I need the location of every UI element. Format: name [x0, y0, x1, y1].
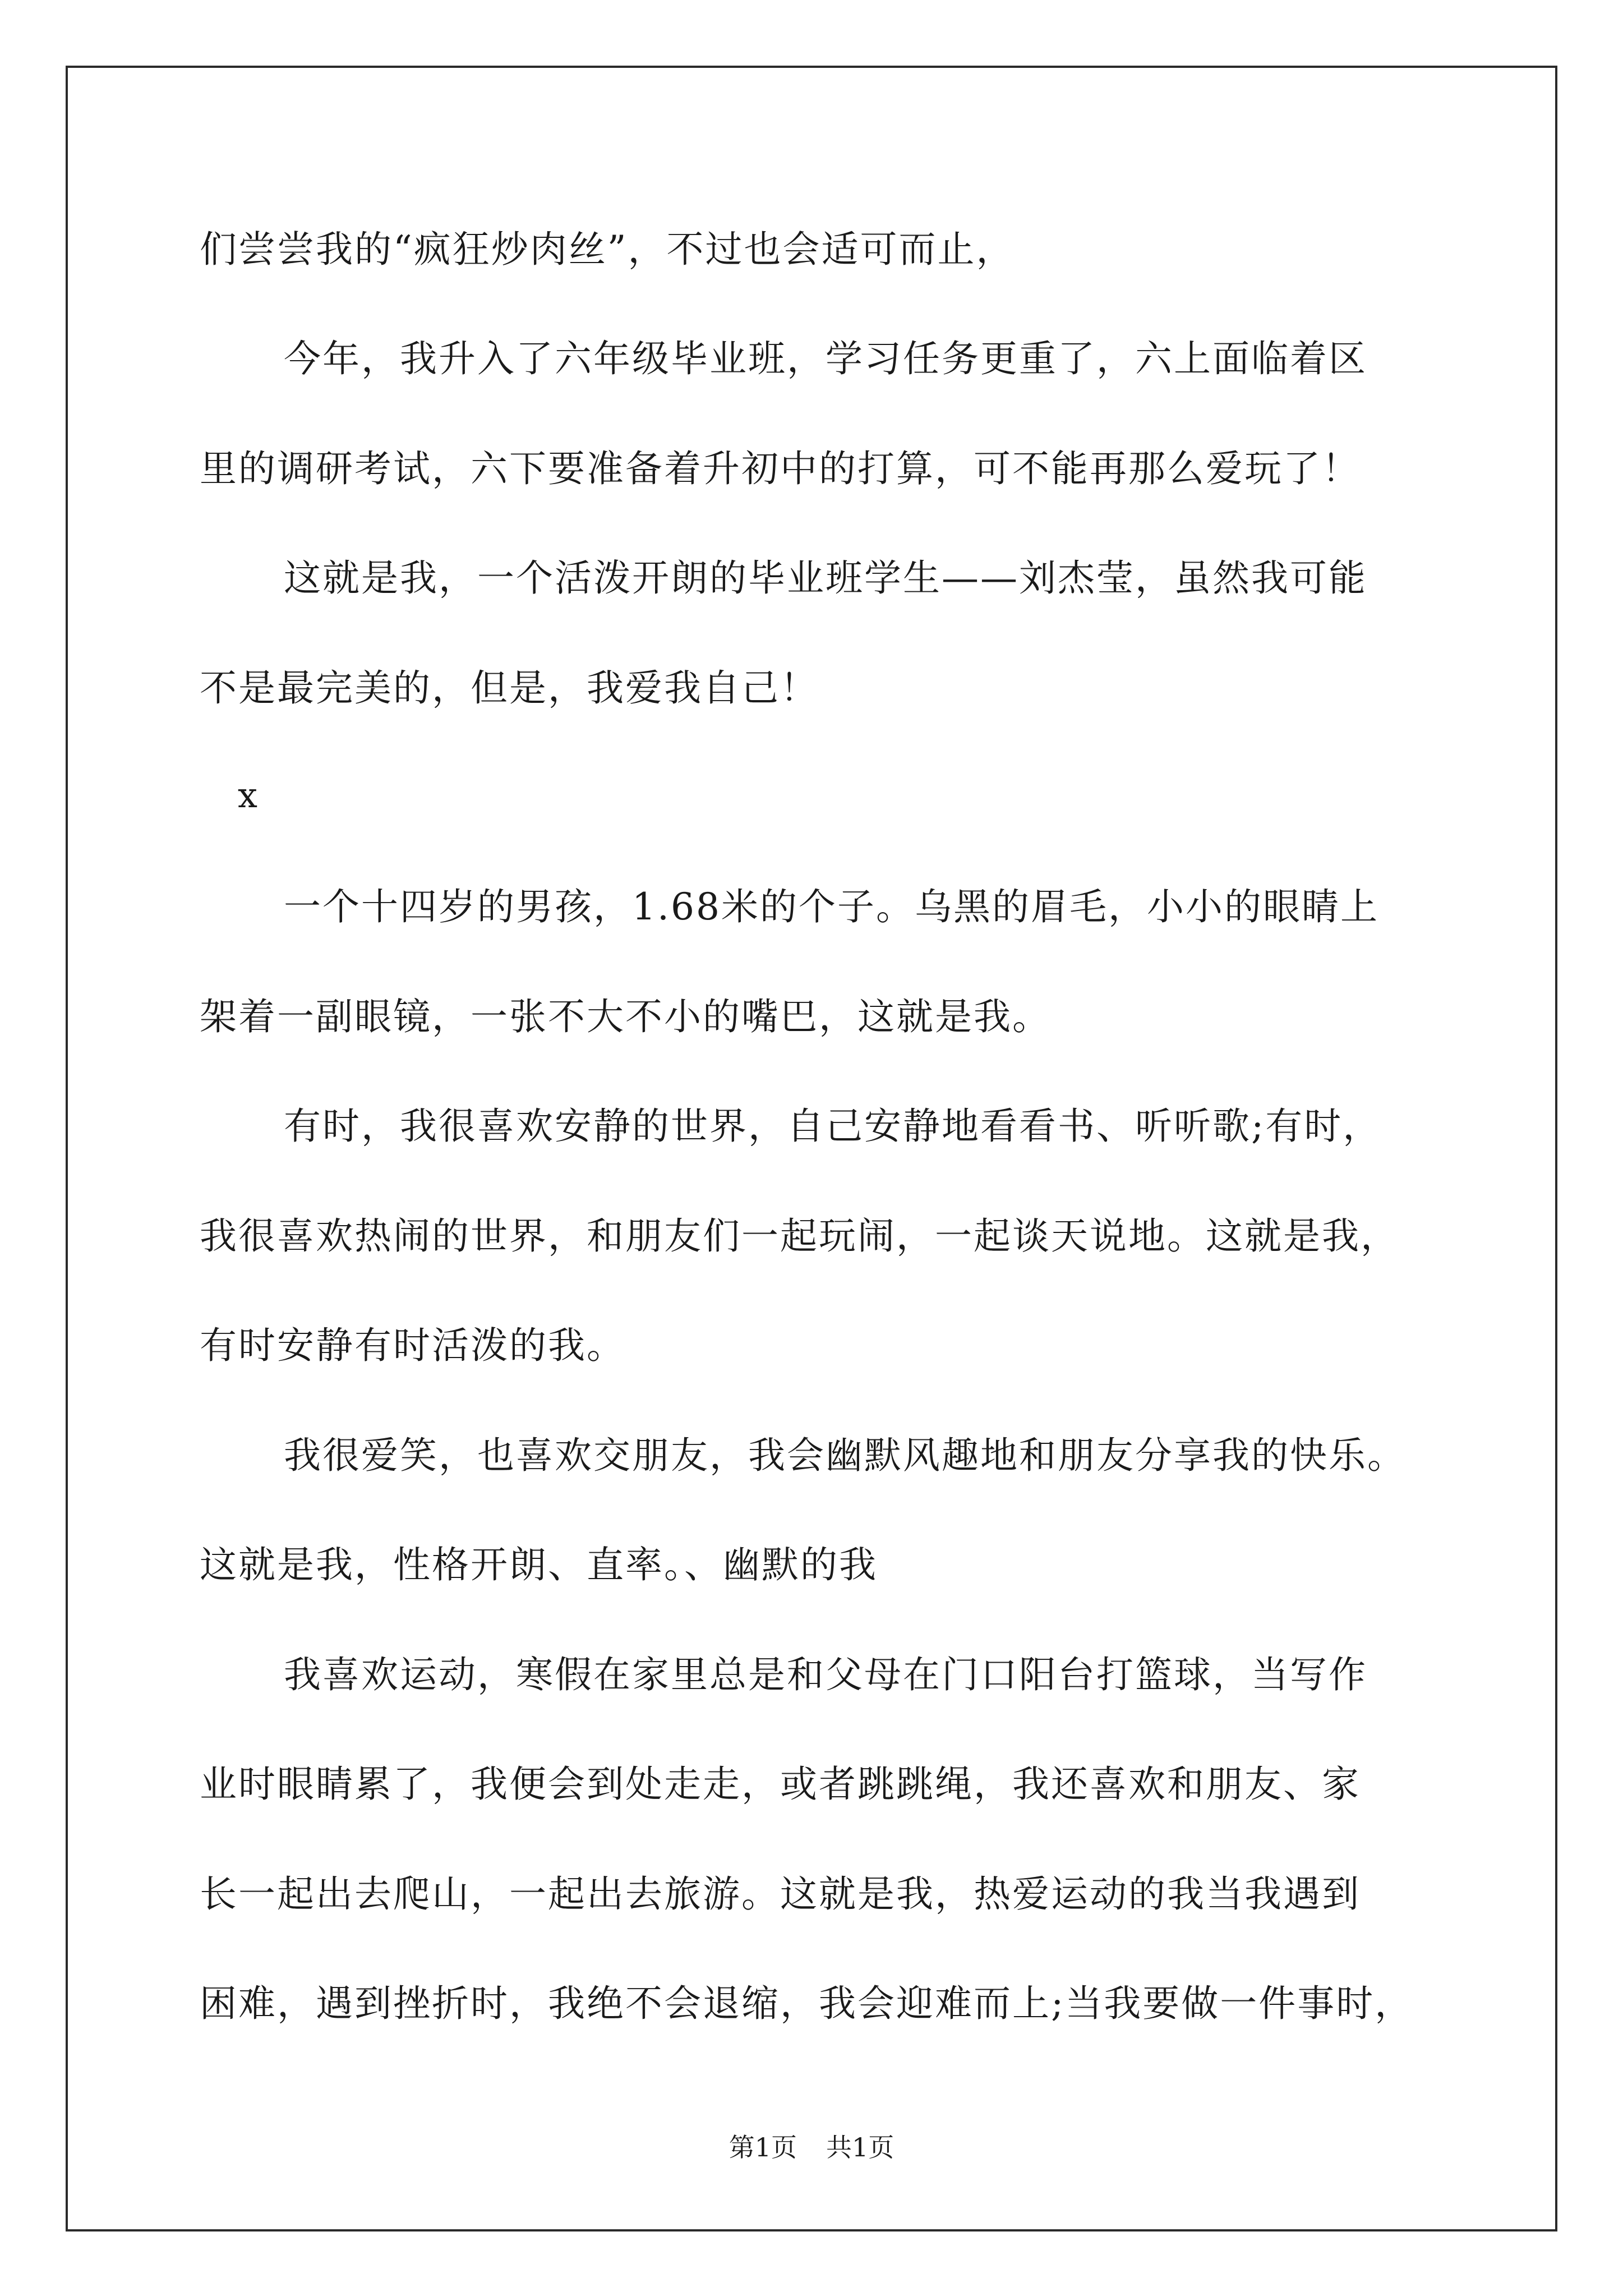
text-line: 困难，遇到挫折时，我绝不会退缩，我会迎难而上;当我要做一件事时， [200, 1982, 1414, 2025]
text-line: 架着一副眼镜，一张不大不小的嘴巴，这就是我。 [200, 995, 1051, 1038]
paragraph-start-line: 一个十四岁的男孩，1.68米的个子。乌黑的眉毛，小小的眼睛上 [284, 885, 1379, 928]
text-line: 业时眼睛累了，我便会到处走走，或者跳跳绳，我还喜欢和朋友、家 [200, 1763, 1361, 1806]
page-number: 第1页 [728, 2132, 797, 2162]
paragraph-start-line: 这就是我，一个活泼开朗的毕业班学生——刘杰莹，虽然我可能 [284, 556, 1367, 600]
text-line: 这就是我，性格开朗、直率。、幽默的我 [200, 1543, 878, 1586]
text-line: 不是最完美的，但是，我爱我自己！ [200, 666, 819, 710]
paragraph-start-line: 今年，我升入了六年级毕业班，学习任务更重了，六上面临着区 [284, 337, 1367, 380]
text-line: 我很喜欢热闹的世界，和朋友们一起玩闹，一起谈天说地。这就是我， [200, 1214, 1399, 1258]
page-total: 共1页 [826, 2132, 895, 2162]
text-line: 长一起出去爬山，一起出去旅游。这就是我，热爱运动的我当我遇到 [200, 1872, 1361, 1916]
section-marker: x [238, 775, 257, 816]
text-line: 们尝尝我的“疯狂炒肉丝”，不过也会适可而止， [200, 228, 1015, 271]
paragraph-start-line: 我很爱笑，也喜欢交朋友，我会幽默风趣地和朋友分享我的快乐。 [284, 1434, 1406, 1477]
paragraph-start-line: 我喜欢运动，寒假在家里总是和父母在门口阳台打篮球，当写作 [284, 1653, 1367, 1696]
text-line: 里的调研考试，六下要准备着升初中的打算，可不能再那么爱玩了！ [200, 447, 1361, 490]
page-footer [0, 2131, 1623, 2164]
text-line: 有时安静有时活泼的我。 [200, 1324, 625, 1367]
paragraph-start-line: 有时，我很喜欢安静的世界，自己安静地看看书、听听歌;有时， [284, 1105, 1382, 1148]
